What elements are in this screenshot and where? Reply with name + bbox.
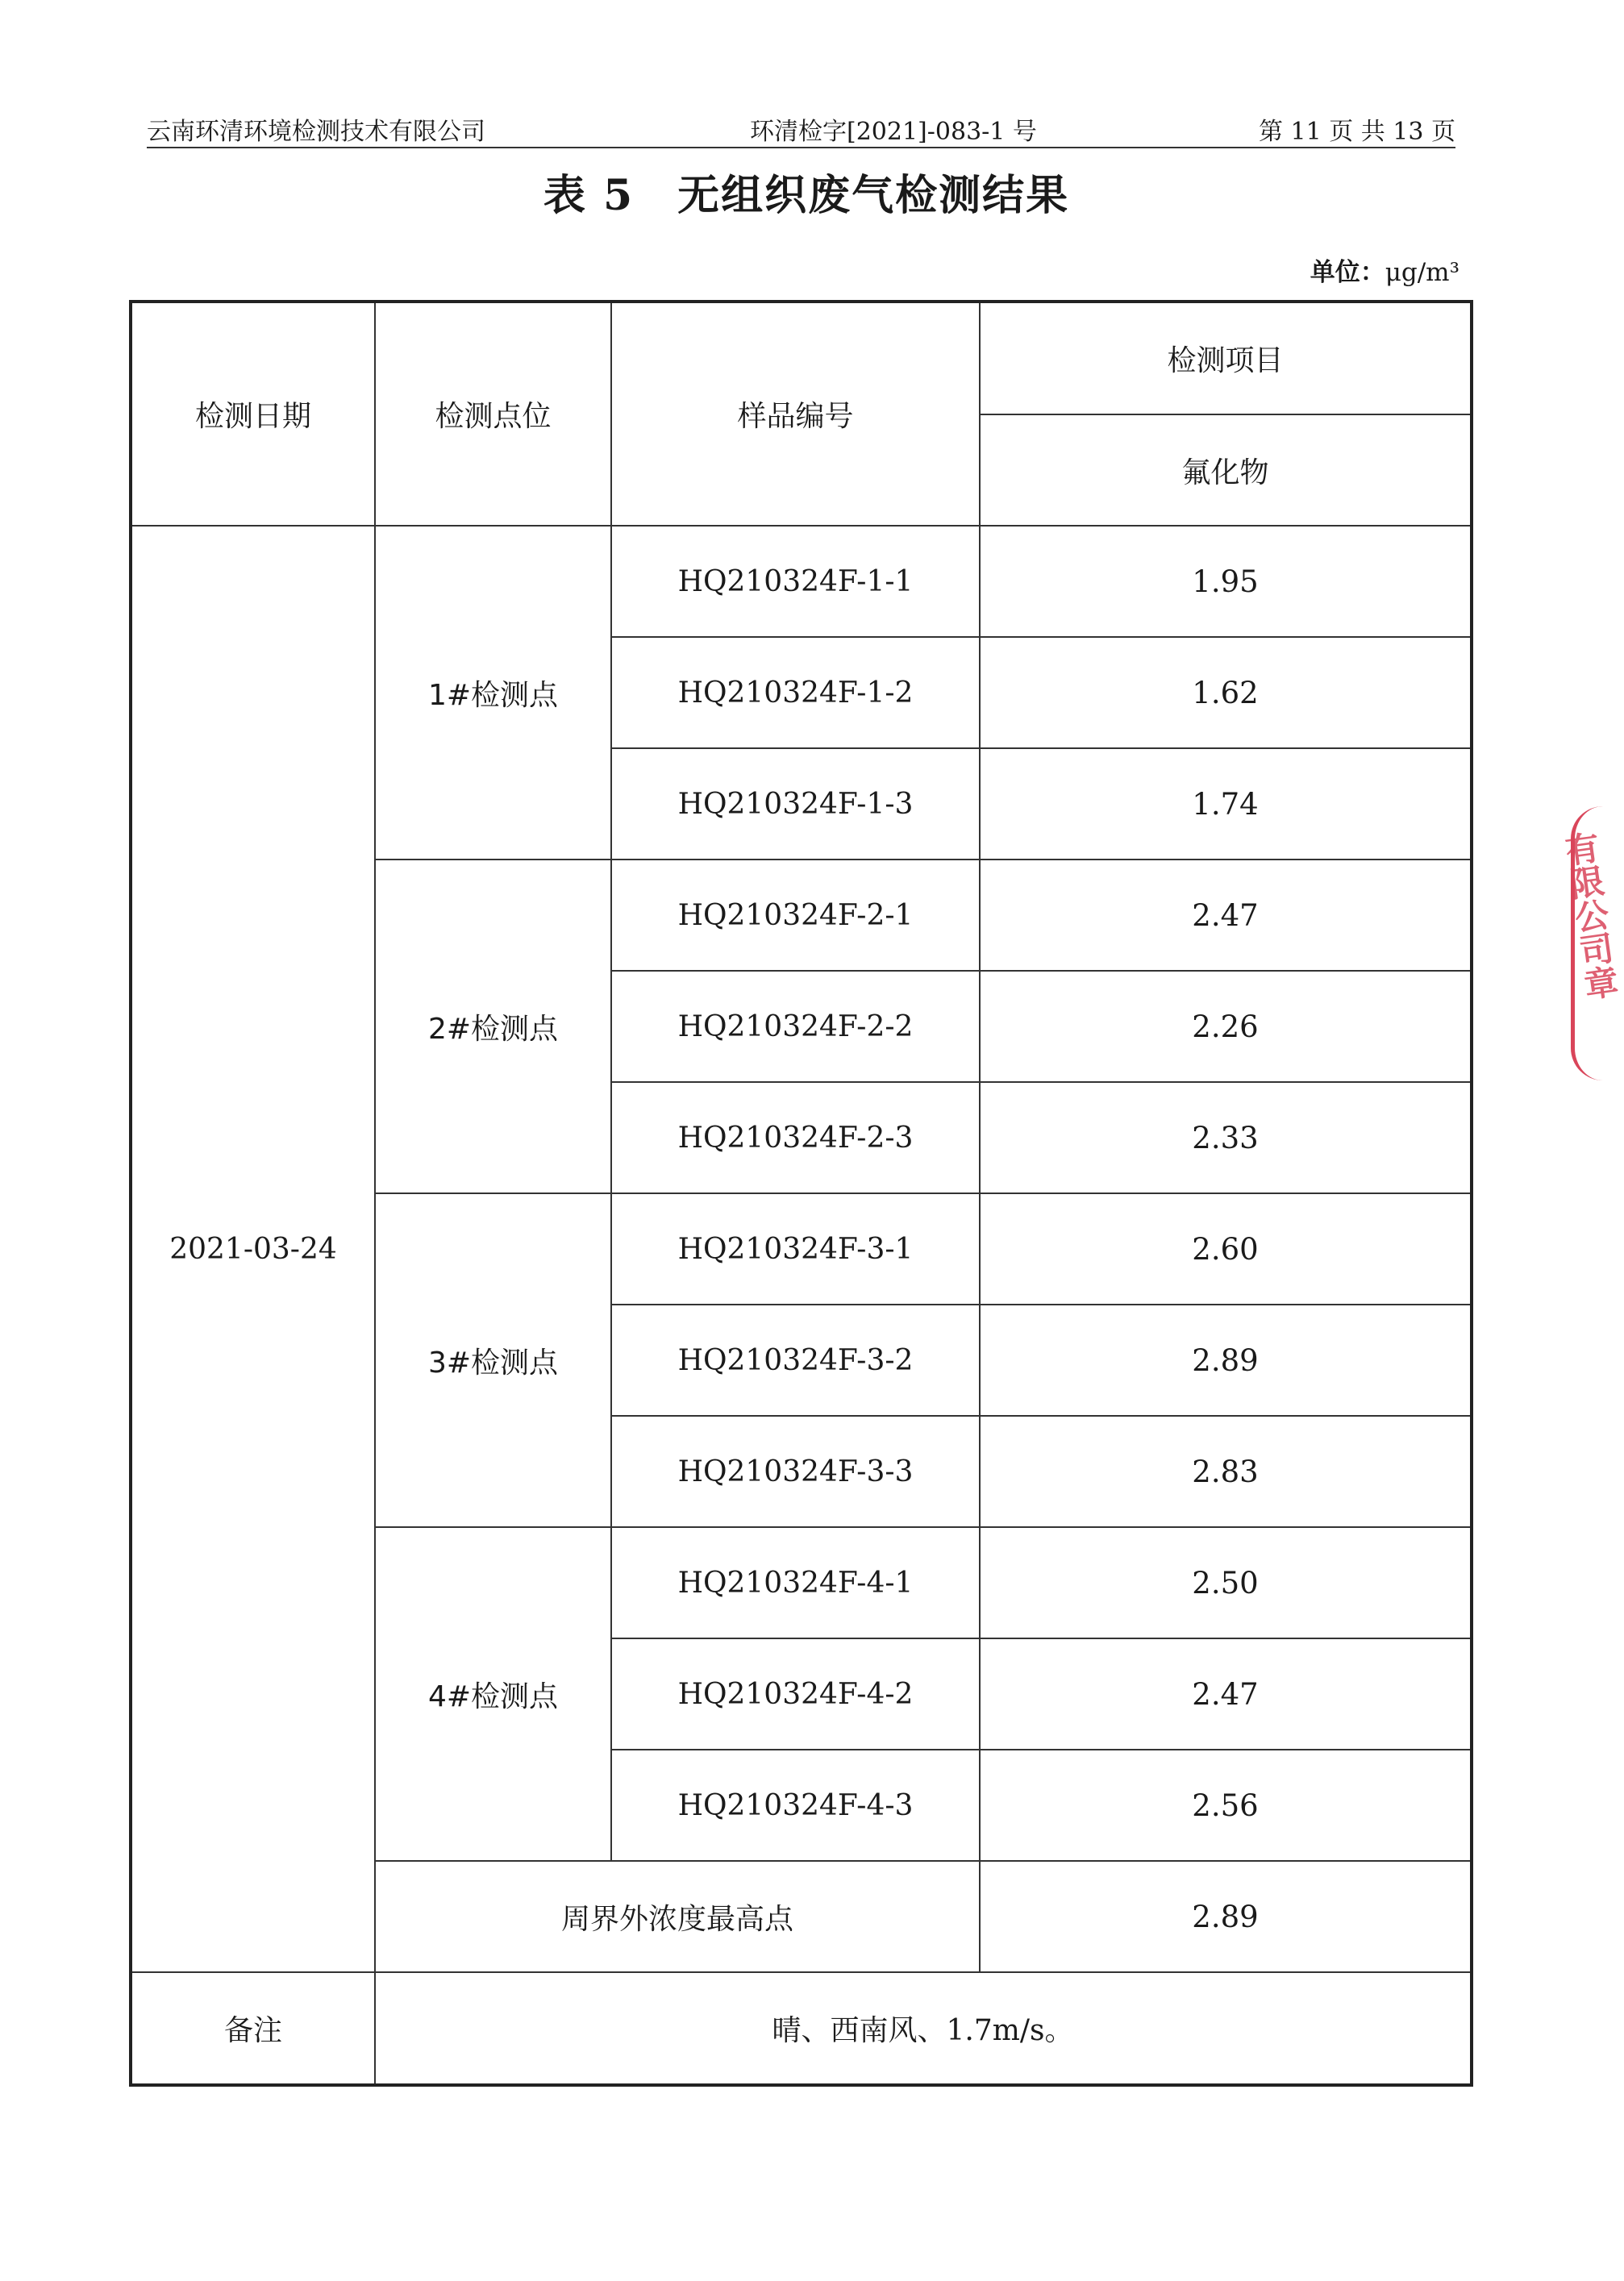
unit-label: 单位： [1310,258,1385,287]
point-cell: 1#检测点 [375,526,611,860]
header-row [131,302,1472,414]
header-date: 检测日期 [131,302,375,526]
sample-id: HQ210324F-1-3 [611,748,980,860]
sample-id: HQ210324F-4-2 [611,1638,980,1750]
table-title: 表 5 无组织废气检测结果 [543,171,1070,220]
sample-id: HQ210324F-2-2 [611,971,980,1082]
company-seal-text: 有限公司章 [1558,829,1622,1003]
sample-id: HQ210324F-2-3 [611,1082,980,1193]
header-item-group: 检测项目 [980,302,1472,414]
sample-id: HQ210324F-4-3 [611,1750,980,1861]
page-header [147,111,1455,148]
point-cell: 4#检测点 [375,1527,611,1861]
header-item: 氟化物 [980,414,1472,526]
header-sample: 样品编号 [611,302,980,526]
company-name: 云南环清环境检测技术有限公司 [147,118,485,146]
sample-id: HQ210324F-1-2 [611,637,980,748]
sample-value: 2.47 [980,1638,1472,1750]
report-number: 环清检字[2021]-083-1 号 [750,118,1037,146]
sample-value: 1.74 [980,748,1472,860]
point-cell: 3#检测点 [375,1193,611,1527]
unit-line [1310,252,1460,288]
sample-value: 2.47 [980,860,1472,971]
sample-value: 1.62 [980,637,1472,748]
unit-value: μg/m³ [1385,258,1460,287]
sample-value: 2.26 [980,971,1472,1082]
remark-row [131,1972,1472,2085]
sample-id: HQ210324F-2-1 [611,860,980,971]
sample-value: 2.56 [980,1750,1472,1861]
sample-value: 2.89 [980,1305,1472,1416]
results-table [129,300,1473,2087]
sample-value: 2.60 [980,1193,1472,1305]
sample-value: 2.33 [980,1082,1472,1193]
sample-id: HQ210324F-1-1 [611,526,980,637]
sample-value: 1.95 [980,526,1472,637]
point-cell: 2#检测点 [375,860,611,1193]
sample-id: HQ210324F-3-2 [611,1305,980,1416]
remark-text: 晴、西南风、1.7m/s。 [375,1972,1472,2085]
sample-value: 2.50 [980,1527,1472,1638]
sample-value: 2.83 [980,1416,1472,1527]
date-cell: 2021-03-24 [131,526,375,1972]
sample-id: HQ210324F-3-3 [611,1416,980,1527]
sample-id: HQ210324F-4-1 [611,1527,980,1638]
header-point: 检测点位 [375,302,611,526]
sample-id: HQ210324F-3-1 [611,1193,980,1305]
max-label: 周界外浓度最高点 [375,1861,980,1972]
remark-label: 备注 [131,1972,375,2085]
page-info: 第 11 页 共 13 页 [1258,118,1455,146]
table-row [131,526,1472,637]
max-value: 2.89 [980,1861,1472,1972]
